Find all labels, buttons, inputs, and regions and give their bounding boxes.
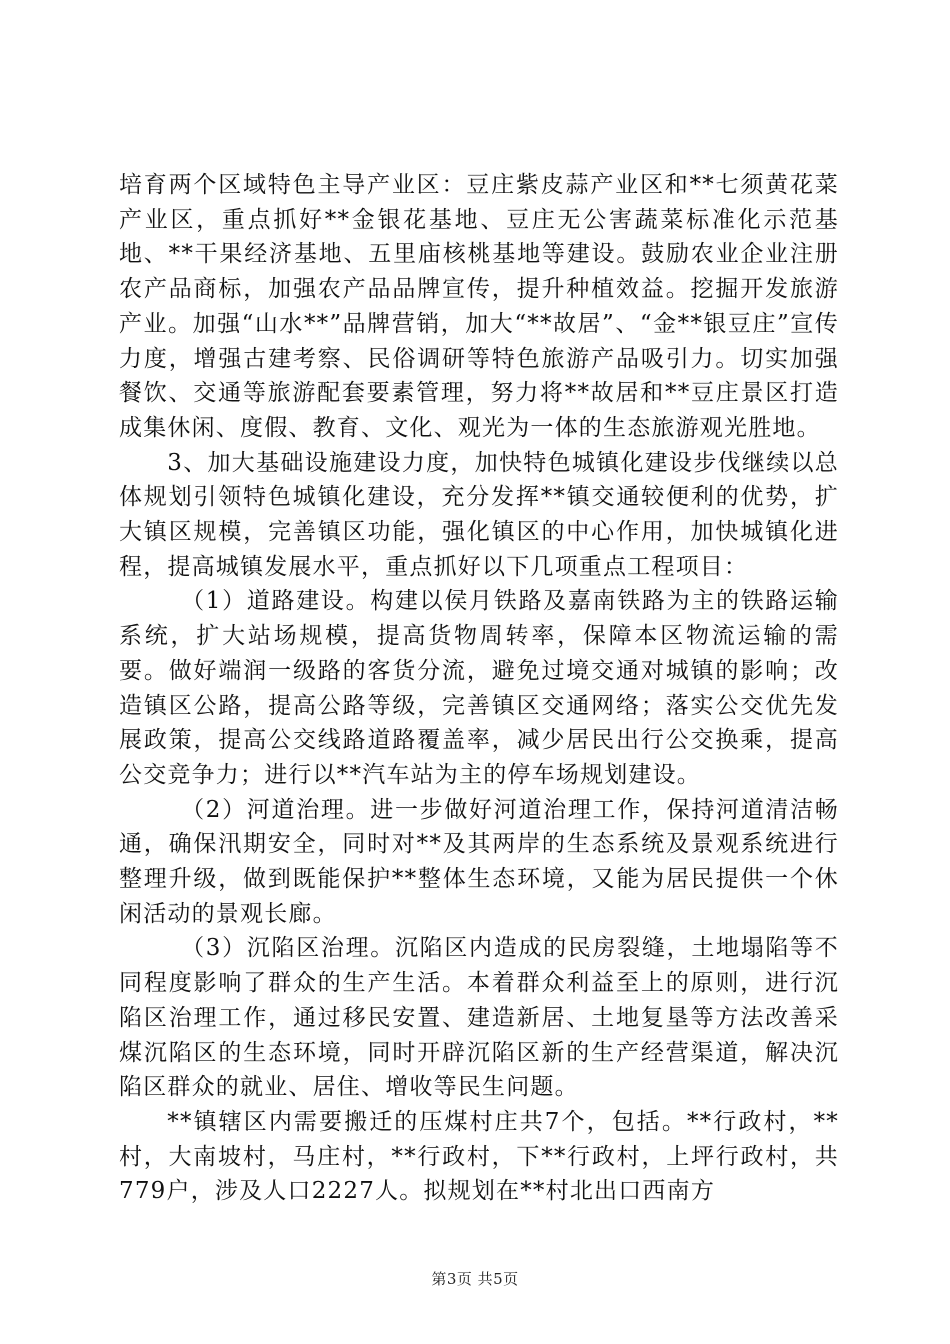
paragraph-infrastructure: 3、加大基础设施建设力度，加快特色城镇化建设步伐继续以总体规划引领特色城镇化建设，充分发挥**镇交通较便利的优势，扩大镇区规模，完善镇区功能，强化镇区的中心作用，加快城镇化进程，提高城镇发展水平，重点抓好以下几项重点工程项目： <box>119 449 839 580</box>
paragraph-subsidence: （3）沉陷区治理。沉陷区内造成的民房裂缝，土地塌陷等不同程度影响了群众的生产生活。本着群众利益至上的原则，进行沉陷区治理工作，通过移民安置、建造新居、土地复垦等方法改善采煤沉陷区的生态环境，同时开辟沉陷区新的生产经营渠道，解决沉陷区群众的就业、居住、增收等民生问题。 <box>119 935 839 1101</box>
paragraph-roads: （1）道路建设。构建以侯月铁路及嘉南铁路为主的铁路运输系统，扩大站场规模，提高货物周转率，保障本区物流运输的需要。做好端润一级路的客货分流，避免过境交通对城镇的影响；改造镇区公路，提高公路等级，完善镇区交通网络；落实公交优先发展政策，提高公交线路道路覆盖率，减少居民出行公交换乘，提高公交竞争力；进行以**汽车站为主的停车场规划建设。 <box>119 588 839 788</box>
paragraph-crop-industry: 培育两个区域特色主导产业区：豆庄紫皮蒜产业区和**七须黄花菜产业区，重点抓好**金银花基地、豆庄无公害蔬菜标准化示范基地、**干果经济基地、五里庙核桃基地等建设。鼓励农业企业注册农产品商标，加强农产品品牌宣传，提升种植效益。挖掘开发旅游产业。加强“山水**”品牌营销，加大“**故居”、“金**银豆庄”宣传力度，增强古建考察、民俗调研等特色旅游产品吸引力。切实加强餐饮、交通等旅游配套要素管理，努力将**故居和**豆庄景区打造成集休闲、度假、教育、文化、观光为一体的生态旅游观光胜地。 <box>119 172 839 441</box>
paragraph-river: （2）河道治理。进一步做好河道治理工作，保持河道清洁畅通，确保汛期安全，同时对**及其两岸的生态系统及景观系统进行整理升级，做到既能保护**整体生态环境，又能为居民提供一个休闲活动的景观长廊。 <box>119 796 839 927</box>
page-number-label: 第3页 共5页 <box>431 1270 519 1288</box>
page-footer <box>0 1268 950 1289</box>
document-body <box>119 168 839 1209</box>
paragraph-relocation: **镇辖区内需要搬迁的压煤村庄共7个，包括。**行政村，**村，大南坡村，马庄村，**行政村，下**行政村，上坪行政村，共779户，涉及人口2227人。拟规划在**村北出口西南方 <box>119 1108 839 1205</box>
